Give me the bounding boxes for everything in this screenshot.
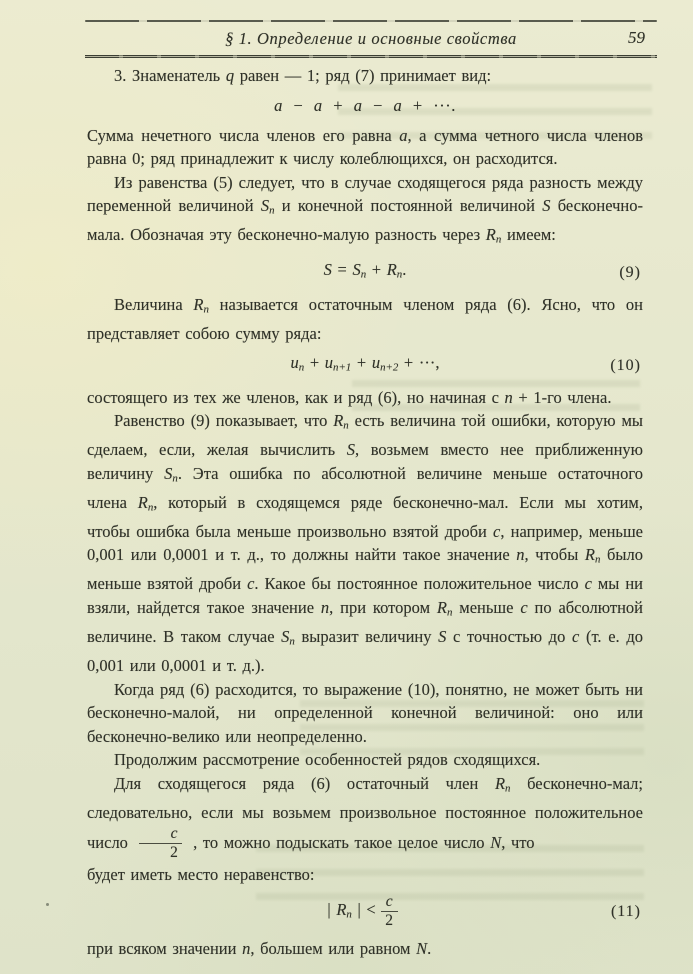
display-formula-9 (87, 258, 643, 286)
fraction-denominator: 2 (170, 844, 178, 862)
equation-number-9: (9) (619, 263, 641, 281)
display-formula-11 (87, 893, 643, 931)
paragraph-positive-number-after: , то можно подыскать такое целое число N, что (187, 832, 535, 852)
formula-body (327, 893, 402, 931)
formula-body: S = Sn + Rn. (323, 260, 407, 281)
formula-body: un + un+1 + un+2 + ···, (290, 353, 440, 374)
paragraph-diverging-series: Когда ряд (6) расходится, то выражение (10), понятно, не может быть ни бесконечно-малой, ни определенной конечной величиной: оно или бесконечно-велико или неопределенно. (87, 679, 643, 746)
formula-body: a − a + a − a + ···. (274, 95, 456, 115)
paragraph-sum-of-terms: Сумма нечетного числа членов его равна a, а сумма четного числа членов равна 0; ряд принадлежит к числу колеблющихся, он расходится. (87, 125, 643, 169)
header-rule-bottom (85, 55, 657, 58)
paragraph-consisting: состоящего из тех же членов, как и ряд (6), но начиная с n + 1-го члена. (87, 387, 612, 407)
equation-number-11: (11) (610, 902, 641, 920)
paragraph-for-all-n: при всяком значении n, большем или равном N. (87, 939, 432, 959)
fraction-numerator: c (139, 826, 183, 845)
formula-11-lhs: | Rn | < (327, 899, 376, 921)
paragraph-equality-9-error: Равенство (9) показывает, что Rn есть величина той ошибки, которую мы сделаем, если, желая вычислить S, возьмем вместо нее приближенную величину Sn. Эта ошибка по абсолютной величине меньше остаточного члена Rn, который в сходящемся ряде бесконечно-мал. Если мы хотим, чтобы ошибка была меньше произвольно взятой дроби c, например, меньше 0,001 или 0,0001 и т. д., то должны найти такое значение n, чтобы Rn было меньше взятой дроби c. Какое бы постоянное положительное число c мы ни взяли, найдется такое значение n, при котором Rn меньше c по абсолютной величине. В таком случае Sn выразит величину S с точностью до c (т. е. до 0,001 или 0,0001 и т. д.). (87, 411, 643, 675)
paragraph-positive-number (87, 772, 643, 863)
inline-fraction-c-over-2 (139, 826, 183, 862)
paragraph-equality-5: Из равенства (5) следует, что в случае сходящегося ряда разность между переменной величиной Sn и конечной постоянной величиной S бесконечно-мала. Обозначая эту бесконечно-малую разность через Rn имеем: (87, 172, 644, 246)
body-text (87, 64, 643, 961)
paragraph-positive-number-before: Для сходящегося ряда (6) остаточный член Rn бесконечно-мал; следовательно, если мы возьмем произвольное постоянное положительное число (87, 773, 643, 852)
display-formula-10 (87, 351, 643, 379)
fraction-numerator: c (381, 894, 398, 913)
paragraph-denominator-case: 3. Знаменатель q равен — 1; ряд (7) принимает вид: (114, 66, 492, 85)
page-number: 59 (628, 28, 645, 47)
paragraph-continue: Продолжим рассмотрение особенностей рядов сходящихся. (114, 750, 541, 770)
ink-speck (46, 903, 49, 906)
equation-number-10: (10) (610, 356, 641, 374)
fraction-denominator: 2 (385, 912, 394, 930)
running-header-title: § 1. Определение и основные свойства (225, 29, 517, 48)
paragraph-remainder-term: Величина Rn называется остаточным членом ряда (6). Ясно, что он представляет собою сумму ряда: (87, 294, 643, 343)
display-formula-alternating-series (87, 94, 643, 118)
running-header (85, 20, 657, 58)
header-rule-top (85, 20, 657, 22)
paragraph-inequality-intro: будет иметь место неравенство: (87, 865, 315, 884)
fraction-c-over-2 (381, 894, 398, 930)
